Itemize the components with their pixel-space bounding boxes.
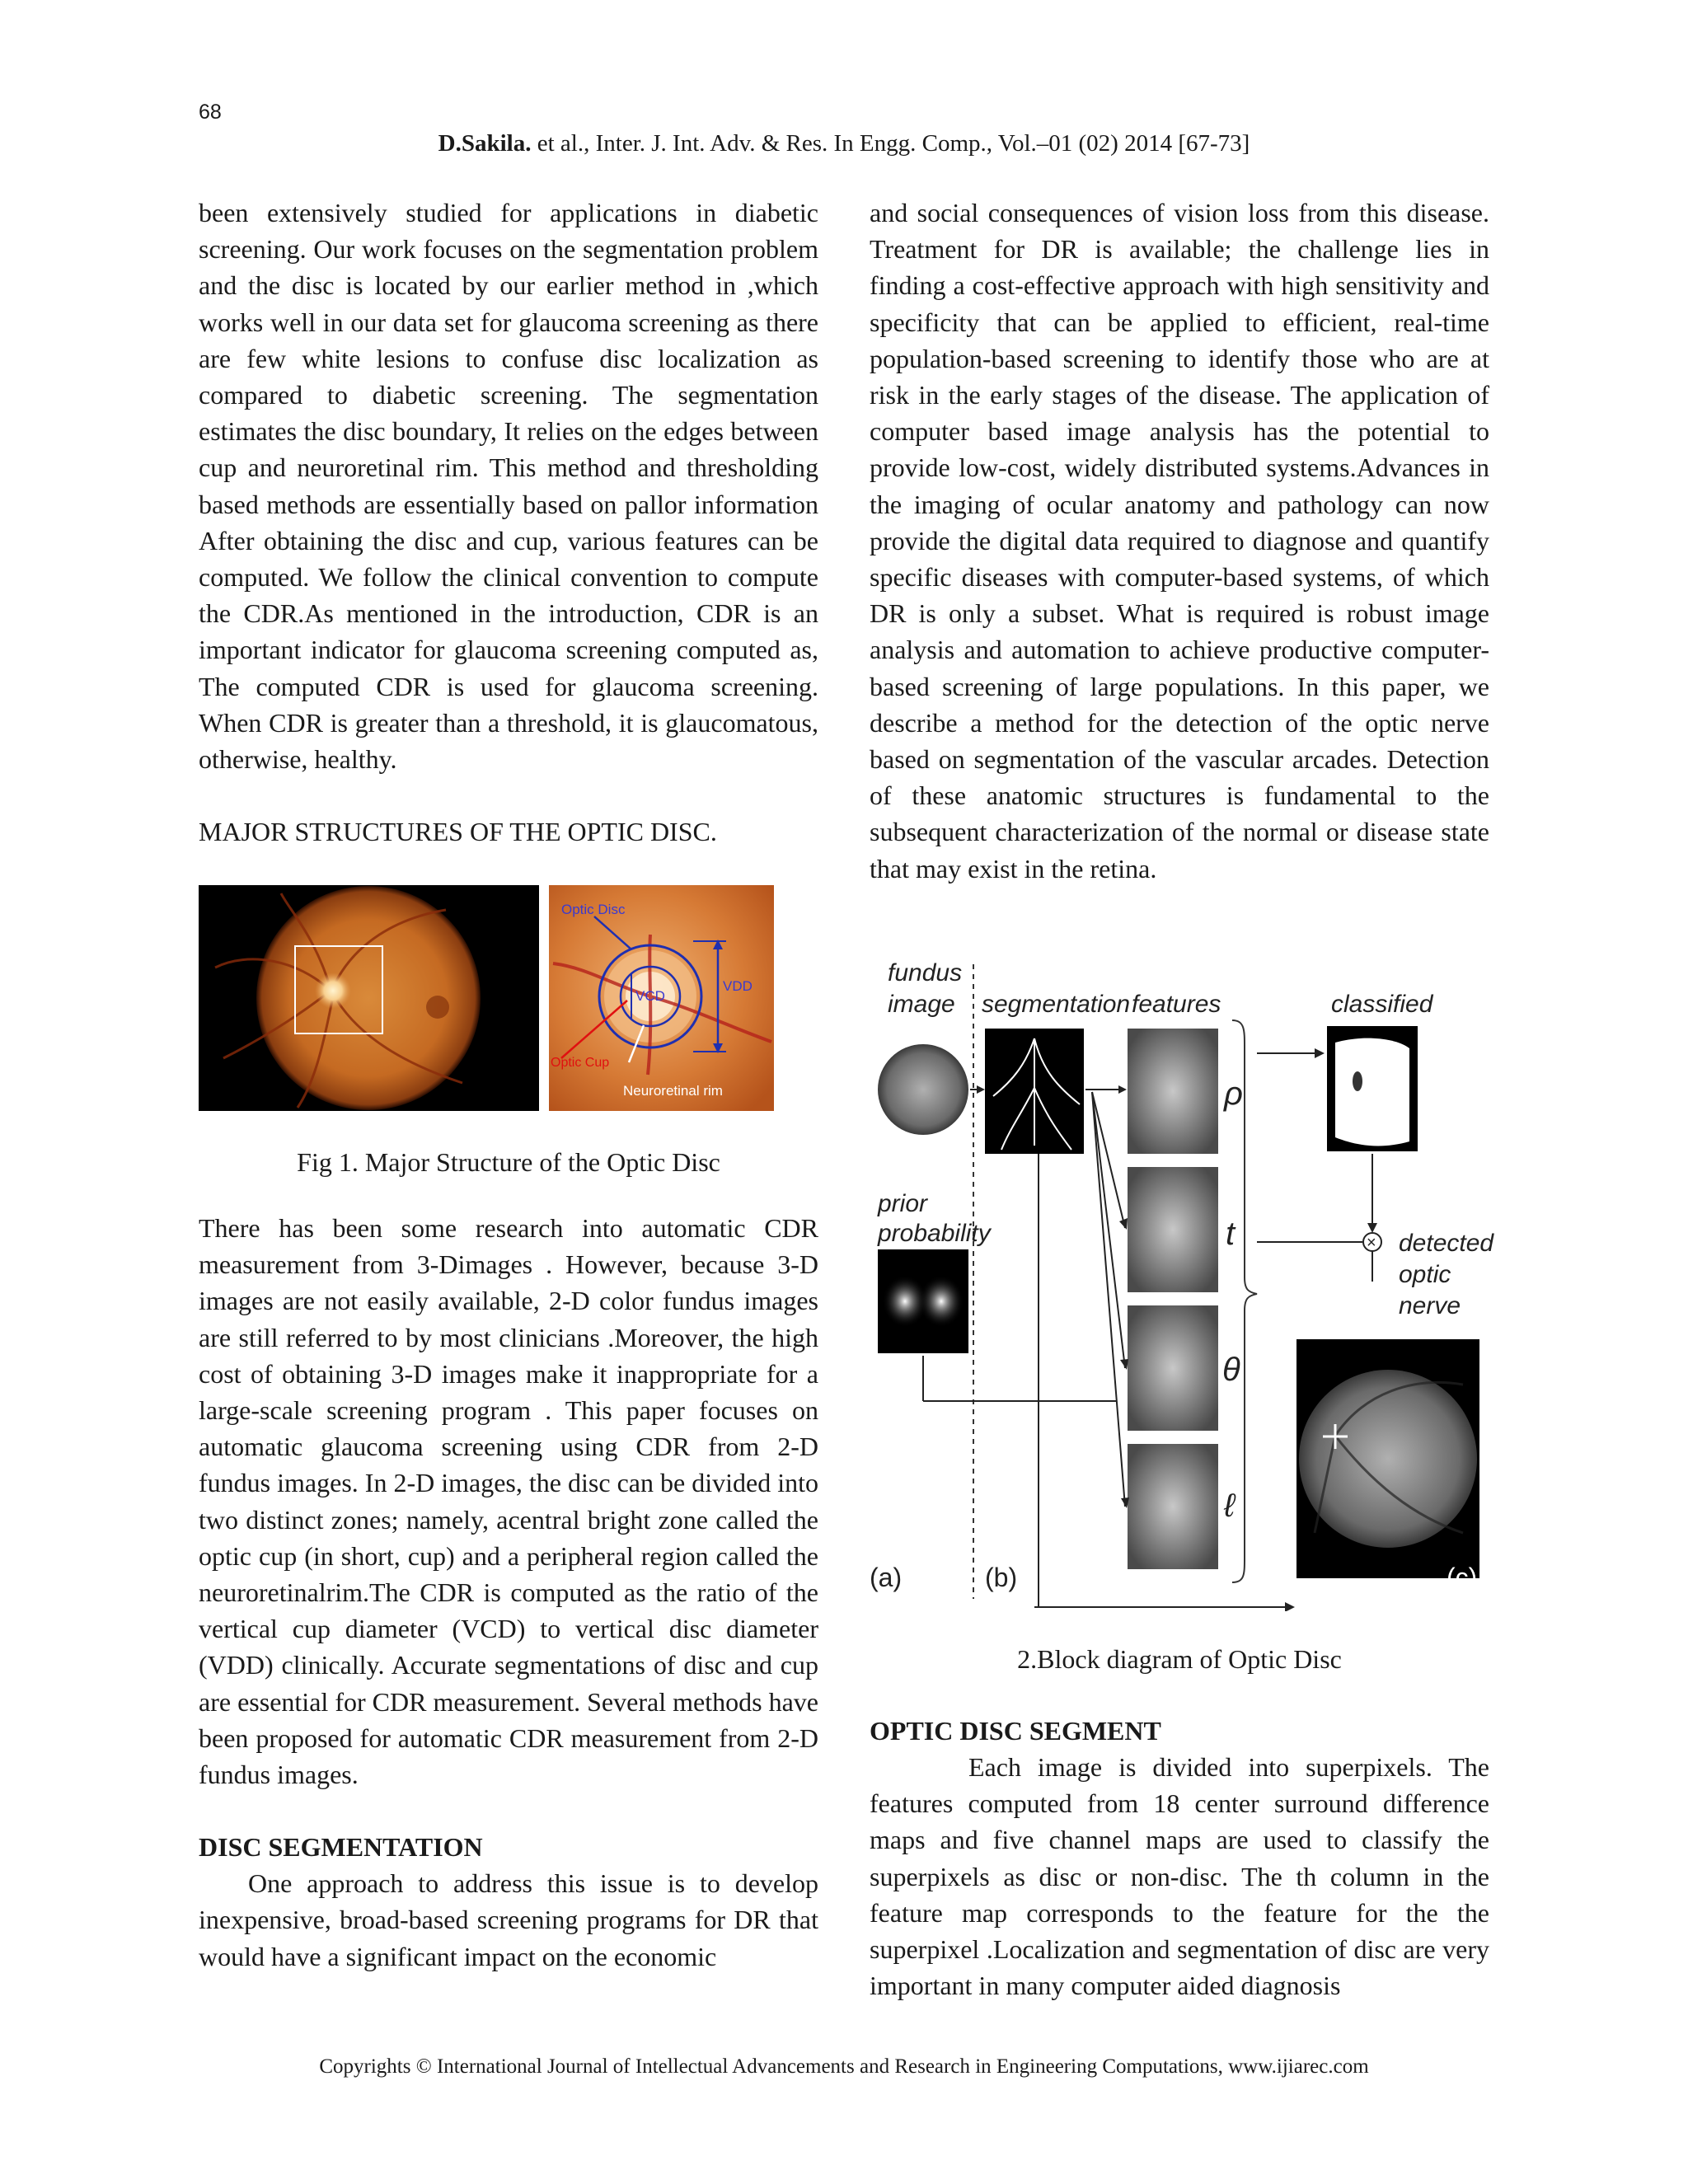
fig2-arrow-feat-theta: [1092, 1092, 1125, 1368]
fig2-panel-b: (b): [985, 1563, 1018, 1592]
right-column-top: [870, 194, 1489, 887]
right-para-2: Each image is divided into superpixels. The features computed from 18 center surround difference maps and five channel maps are used to classify the superpixels as disc or non-disc. The th column in the feature map corresponds to the feature for the the superpixel .Localization and segmentation of disc are very important in many computer aided diagnosis: [870, 1752, 1489, 2001]
left-column-top: [199, 194, 818, 850]
fig2-arrow-feat-ell: [1092, 1092, 1125, 1507]
fig2-multiply-symbol: ×: [1367, 1234, 1376, 1252]
fig2-symbol-theta: θ: [1222, 1352, 1240, 1388]
fig2-label-features: features: [1132, 991, 1221, 1018]
fig2-feature-t: [1128, 1167, 1218, 1292]
fig2-arrowhead-feat-t: [1119, 1218, 1128, 1230]
page-number: 68: [199, 101, 222, 124]
fig1-label-optic-cup: Optic Cup: [551, 1056, 610, 1070]
fig2-arrowhead-bottom: [1285, 1602, 1295, 1611]
fig2-label-fundus: fundus: [888, 959, 963, 987]
fig2-classified-spot: [1353, 1071, 1362, 1091]
fig2-label-optic: optic: [1399, 1261, 1451, 1288]
left-column-bottom: [199, 1210, 818, 1975]
figure-2-caption: 2.Block diagram of Optic Disc: [1017, 1644, 1342, 1674]
running-header: [0, 130, 1688, 157]
footer-copyright: Copyrights © International Journal of Intellectual Advancements and Research in Engineering Computations, www.ijiarec.com: [319, 2055, 1369, 2078]
fig1-label-vcd: VCD: [635, 988, 665, 1004]
fig2-arrowhead-seg-feat: [1118, 1085, 1127, 1094]
fig2-panel-a: (a): [870, 1563, 903, 1592]
fig2-label-prior: prior: [878, 1190, 928, 1217]
fig2-label-nerve: nerve: [1399, 1292, 1461, 1319]
fig1-macula: [426, 996, 449, 1019]
fig2-label-classified: classified: [1331, 991, 1433, 1018]
fig1-label-optic-disc: Optic Disc: [561, 902, 626, 917]
fig2-feature-rho: [1128, 1029, 1218, 1154]
fig2-label-detected: detected: [1399, 1230, 1494, 1257]
left-para-2: There has been some research into automatic CDR measurement from 3-Dimages . However, because 3-D images are not easily available, 2-D color fundus images are still referred to by most clinicians .Moreover, the high cost of obtaining 3-D images make it inappropriate for a large-scale screening program . This paper focuses on automatic glaucoma screening using CDR from 2-D fundus images. In 2-D images, the disc can be divided into two distinct zones; namely, acentral bright zone called the optic cup (in short, cup) and a peripheral region called the neuroretinalrim.The CDR is computed as the ratio of the vertical cup diameter (VCD) to vertical disc diameter (VDD) clinically. Accurate segmentations of disc and cup are essential for CDR measurement. Several methods have been proposed for automatic CDR measurement from 2-D fundus images.: [199, 1213, 818, 1790]
fig1-label-neuroretinal-rim: Neuroretinal rim: [623, 1083, 723, 1099]
figure-2: [870, 956, 1496, 1611]
fig1-label-vdd: VDD: [723, 978, 753, 994]
left-para-3: One approach to address this issue is to develop inexpensive, broad-based screening programs for DR that would have a significant impact on the economic: [199, 1868, 818, 1971]
fig1-optic-disc-bright: [315, 972, 351, 1009]
fig2-feature-ell: [1128, 1444, 1218, 1569]
right-column-bottom: [870, 1713, 1489, 2004]
header-author: D.Sakila.: [438, 130, 532, 157]
fig2-prior-blob-right: [878, 1249, 968, 1353]
fig2-label-probability: probability: [878, 1220, 991, 1247]
fig2-arrowhead-fundus-seg: [977, 1085, 985, 1094]
figure-1: [199, 885, 774, 1111]
fig2-label-segmentation: segmentation: [982, 991, 1131, 1018]
fig2-panel-c: (c): [1447, 1563, 1478, 1592]
right-para-1: and social consequences of vision loss from this disease. Treatment for DR is available; the challenge lies in finding a cost-effective approach with high sensitivity and specificity that can be applied to efficient, real-time population-based screening to identify those who are at risk in the early stages of the disease. The application of computer based image analysis has the potential to provide low-cost, widely distributed systems.Advances in the imaging of ocular anatomy and pathology can now provide the digital data required to diagnose and quantify specific diseases with computer-based systems, of which DR is only a subset. What is required is robust image analysis and automation to achieve productive computer-based screening of large populations. In this paper, we describe a method for the detection of the optic nerve based on segmentation of the vascular arcades. Detection of these anatomic structures is fundamental to the subsequent characterization of the normal or disease state that may exist in the retina.: [870, 198, 1489, 883]
fig2-classified-region: [1335, 1038, 1409, 1146]
fig2-symbol-rho: ρ: [1224, 1076, 1243, 1112]
fig2-arrowhead-down: [1367, 1223, 1377, 1233]
fig2-feature-theta: [1128, 1305, 1218, 1431]
header-citation: et al., Inter. J. Int. Adv. & Res. In Engg. Comp., Vol.–01 (02) 2014 [67-73]: [531, 130, 1250, 157]
section-heading-disc-segmentation: DISC SEGMENTATION: [199, 1832, 483, 1863]
section-heading-structures: MAJOR STRUCTURES OF THE OPTIC DISC.: [199, 817, 717, 847]
fig2-label-image: image: [888, 991, 955, 1018]
figure-1-caption: Fig 1. Major Structure of the Optic Disc: [297, 1147, 720, 1177]
fig2-arrowhead-to-classified: [1315, 1048, 1325, 1058]
section-heading-optic-disc-segment: OPTIC DISC SEGMENT: [870, 1716, 1161, 1746]
left-para-1: been extensively studied for applications in diabetic screening. Our work focuses on the segmentation problem and the disc is located by our earlier method in ,which works well in our data set for glaucoma screening as there are few white lesions to confuse disc localization as compared to diabetic screening. The segmentation estimates the disc boundary, It relies on the edges between cup and neuroretinal rim. This method and thresholding based methods are essentially based on pallor information After obtaining the disc and cup, various features can be computed. We follow the clinical convention to compute the CDR.As mentioned in the introduction, CDR is an important indicator for glaucoma screening computed as, The computed CDR is used for glaucoma screening. When CDR is greater than a threshold, it is glaucomatous, otherwise, healthy.: [199, 198, 818, 775]
fig2-fundus-image: [878, 1044, 968, 1135]
fig2-symbol-t: t: [1226, 1216, 1236, 1252]
fig2-result-fundus: [1299, 1370, 1477, 1548]
fig2-symbol-ell: ℓ: [1224, 1488, 1235, 1524]
